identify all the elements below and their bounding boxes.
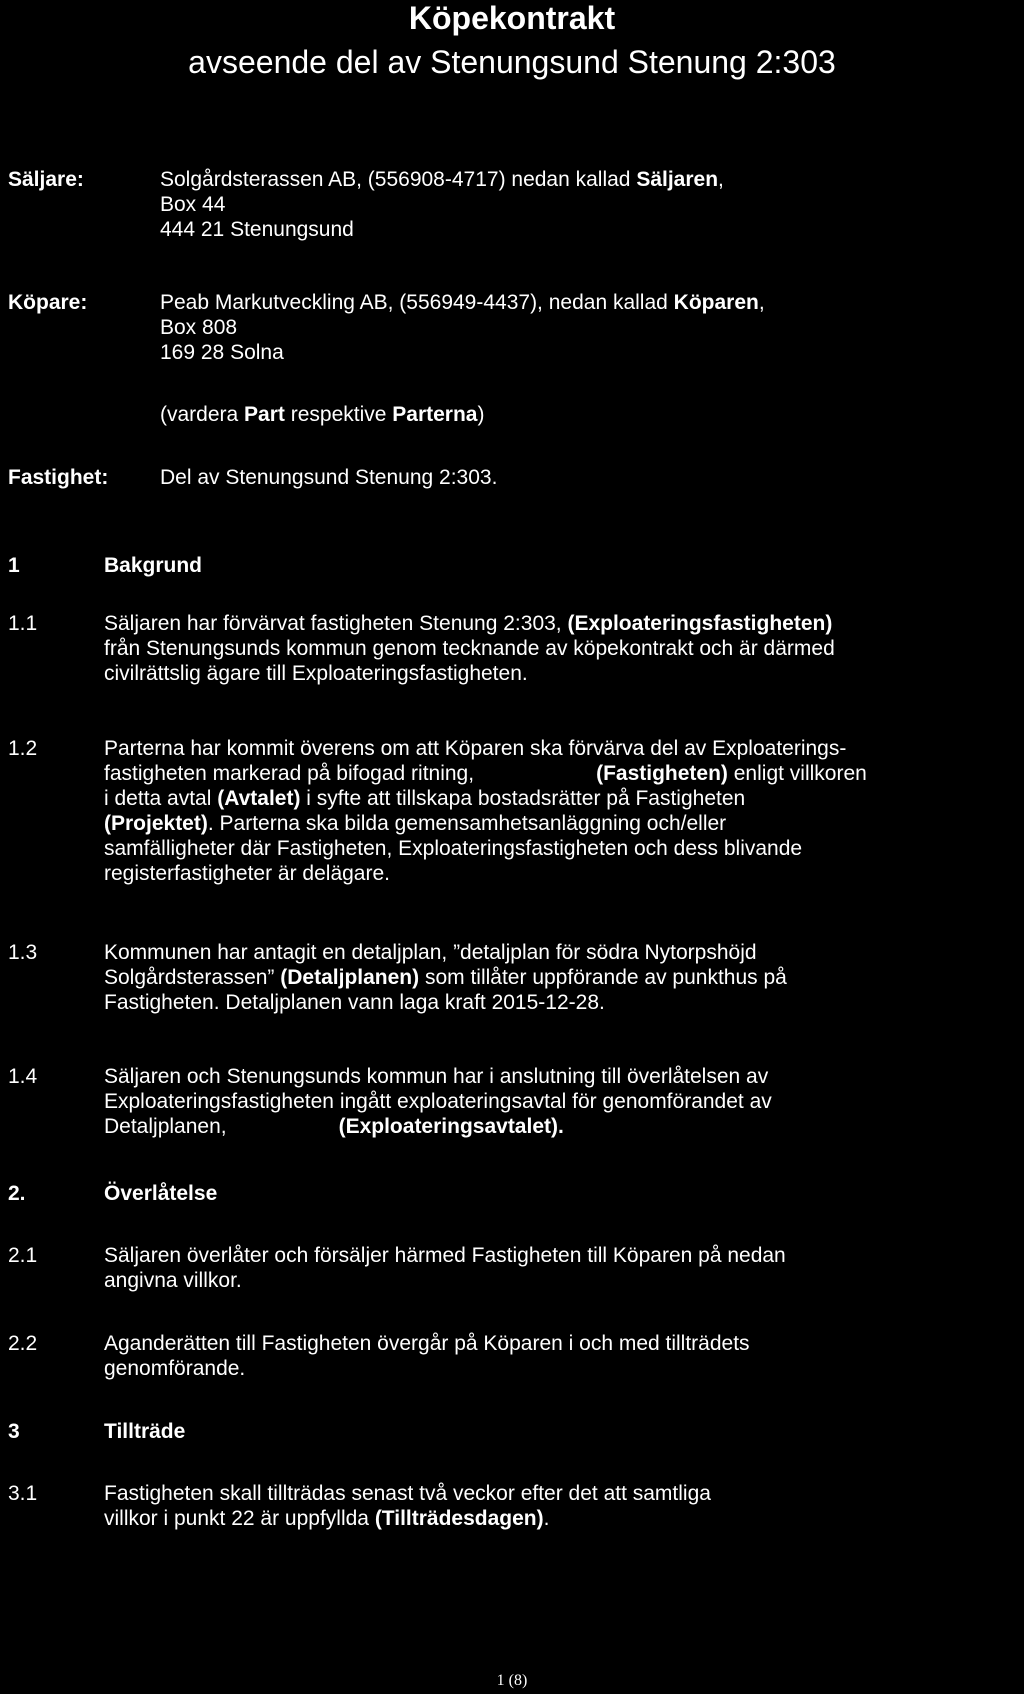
clause-1-4-text: Säljaren och Stenungsunds kommun har i anslutning till överlåtelsen av Exploateringsfastigheten ingått exploateringsavtal för genomförandet av Detaljplanen, (Exploateringsavtalet).: [104, 1065, 772, 1138]
buyer-name-line: Peab Markutveckling AB, (556949-4437), nedan kallad Köparen,: [160, 291, 765, 314]
party-note: (vardera Part respektive Parterna): [160, 403, 485, 426]
clause-2-1-number: 2.1: [8, 1244, 38, 1267]
buyer-address-2: 169 28 Solna: [160, 341, 284, 364]
buyer-label: Köpare:: [8, 291, 88, 314]
clause-1-2-number: 1.2: [8, 737, 38, 760]
clause-1-3-text: Kommunen har antagit en detaljplan, ”detaljplan för södra Nytorpshöjd Solgårdsterassen” (Detaljplanen) som tillåter uppförande av punkthus på Fastigheten. Detaljplanen vann laga kraft 2015-12-28.: [104, 941, 787, 1014]
clause-2-2-text: Aganderätten till Fastigheten övergår på Köparen i och med tillträdets genomförande.: [104, 1332, 750, 1380]
property-value: Del av Stenungsund Stenung 2:303.: [160, 466, 498, 489]
document-title: Köpekontrakt: [408, 0, 616, 36]
clause-3-1-text: Fastigheten skall tillträdas senast två veckor efter det att samtliga villkor i punkt 22 är uppfyllda (Tillträdesdagen).: [104, 1482, 711, 1530]
section-2-title: Överlåtelse: [104, 1182, 218, 1205]
clause-1-2-text: Parterna har kommit överens om att Köparen ska förvärva del av Exploaterings- fastigheten markerad på bifogad ritning, (Fastigheten) enligt villkoren i detta avtal (Avtalet) i syfte att tillskapa bostadsrätter på Fastigheten (Projektet). Parterna ska bilda gemensamhetsanläggning och/eller samfälligheter där Fastigheten, Exploateringsfastigheten och dess blivande registerfastigheter är delägare.: [104, 737, 867, 885]
clause-1-3-number: 1.3: [8, 941, 38, 964]
seller-block: [160, 167, 1020, 242]
clause-1-1-number: 1.1: [8, 612, 38, 635]
clause-1-4-number: 1.4: [8, 1065, 38, 1088]
section-2-number: 2.: [8, 1182, 26, 1205]
section-3-number: 3: [8, 1420, 20, 1443]
section-1-number: 1: [8, 554, 20, 577]
document-subtitle: avseende del av Stenungsund Stenung 2:303: [188, 44, 836, 80]
clause-2-2-number: 2.2: [8, 1332, 38, 1355]
page-number: 1 (8): [496, 1672, 528, 1689]
document-title-block: [0, 0, 1024, 80]
buyer-block: [160, 290, 1020, 365]
buyer-address-1: Box 808: [160, 316, 238, 339]
clause-1-1-text: Säljaren har förvärvat fastigheten Stenung 2:303, (Exploateringsfastigheten) från Stenungsunds kommun genom tecknande av köpekontrakt och är därmed civilrättslig ägare till Exploateringsfastigheten.: [104, 612, 835, 685]
seller-address-1: Box 44: [160, 193, 226, 216]
clause-3-1-number: 3.1: [8, 1482, 38, 1505]
section-3-title: Tillträde: [104, 1420, 186, 1443]
clause-2-1-text: Säljaren överlåter och försäljer härmed Fastigheten till Köparen på nedan angivna villkor.: [104, 1244, 786, 1292]
property-label: Fastighet:: [8, 466, 109, 489]
seller-name-line: Solgårdsterassen AB, (556908-4717) nedan kallad Säljaren,: [160, 168, 724, 191]
section-1-title: Bakgrund: [104, 554, 203, 577]
seller-address-2: 444 21 Stenungsund: [160, 218, 354, 241]
seller-label: Säljare:: [8, 168, 84, 191]
